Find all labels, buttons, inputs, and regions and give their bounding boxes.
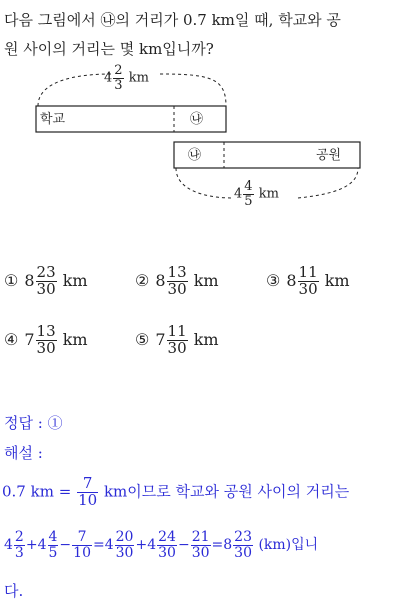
question: [4, 6, 396, 64]
choice-2[interactable]: ② 8 $\frac{13}{30}$ km: [135, 263, 219, 298]
park-label: 공원: [316, 148, 342, 163]
question-line-1: 다음 그림에서 ㉯의 거리가 0.7 km일 때, 학교와 공: [4, 11, 341, 29]
top-distance-fraction: $\frac{2}{3}$: [114, 63, 123, 93]
explanation-label: 해설 :: [4, 444, 43, 462]
top-distance-label: 4 $\frac{2}{3}$ km: [104, 63, 149, 93]
choice-4[interactable]: ④ 7 $\frac{13}{30}$ km: [4, 322, 88, 357]
explanation-equation: 4 $\frac{2}{3}$ +4 $\frac{4}{5}$ − $\frac{7}{10}$ =4 $\frac{20}{30}$ +4 $\frac{24}{30}$ − $\frac{21}{30}$ =8 $\frac{23}{30}$ (km)입니: [4, 529, 319, 561]
bottom-distance-label: 4 $\frac{4}{5}$ km: [234, 179, 279, 209]
choice-1[interactable]: ① 8 $\frac{23}{30}$ km: [4, 263, 88, 298]
explanation-line-1: 0.7 km = $\frac{7}{10}$ km이므로 학교와 공원 사이의 거리는: [2, 474, 350, 509]
choice-5[interactable]: ⑤ 7 $\frac{11}{30}$ km: [135, 322, 219, 357]
box1-marker: ㉯: [190, 112, 204, 127]
distance-figure: [0, 62, 400, 222]
box2-marker: ㉯: [188, 148, 202, 163]
explanation-line-3: 다.: [4, 582, 24, 600]
question-line-2: 원 사이의 거리는 몇 km입니까?: [4, 40, 214, 58]
choice-3[interactable]: ③ 8 $\frac{11}{30}$ km: [266, 263, 350, 298]
school-label: 학교: [40, 112, 66, 127]
answer-label: 정답 : ①: [4, 414, 63, 432]
bottom-distance-fraction: $\frac{4}{5}$: [244, 179, 253, 209]
